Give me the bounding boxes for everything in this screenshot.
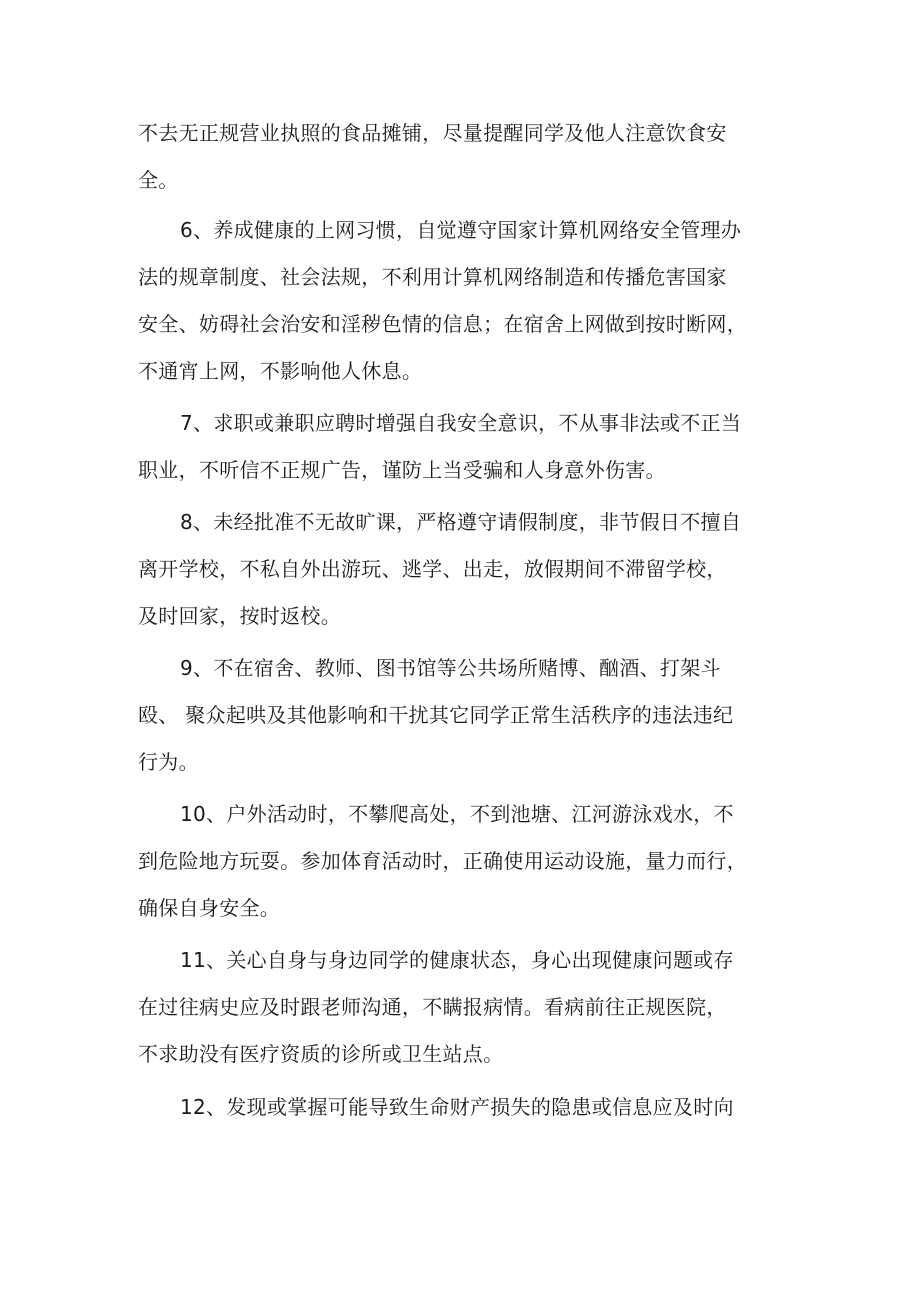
text-line: 及时回家，按时返校。 — [138, 604, 341, 628]
text-line: 不求助没有医疗资质的诊所或卫生站点。 — [138, 1042, 504, 1066]
text-line: 殴、 聚众起哄及其他影响和干扰其它同学正常生活秩序的违法违纪 — [138, 703, 734, 727]
text-line: 9、不在宿舍、教师、图书馆等公共场所赌博、酗酒、打架斗 — [180, 656, 721, 680]
text-line: 在过往病史应及时跟老师沟通，不瞒报病情。看病前往正规医院， — [138, 995, 727, 1019]
text-line: 11、关心自身与身边同学的健康状态，身心出现健康问题或存 — [180, 948, 734, 972]
text-line: 行为。 — [138, 750, 199, 774]
text-line: 不通宵上网，不影响他人休息。 — [138, 359, 423, 383]
text-line: 10、户外活动时，不攀爬高处，不到池塘、江河游泳戏水，不 — [180, 802, 734, 826]
text-line: 职业，不听信不正规广告，谨防上当受骗和人身意外伤害。 — [138, 458, 666, 482]
text-line: 8、未经批准不无故旷课，严格遵守请假制度，非节假日不擅自 — [180, 510, 742, 534]
text-line: 6、养成健康的上网习惯，自觉遵守国家计算机网络安全管理办 — [180, 218, 742, 242]
text-line: 法的规章制度、社会法规，不利用计算机网络制造和传播危害国家 — [138, 265, 727, 289]
text-line: 确保自身安全。 — [138, 896, 281, 920]
text-line: 离开学校，不私自外出游玩、逃学、出走，放假期间不滞留学校， — [138, 557, 727, 581]
text-line: 12、发现或掌握可能导致生命财产损失的隐患或信息应及时向 — [180, 1095, 734, 1119]
text-line: 不去无正规营业执照的食品摊铺，尽量提醒同学及他人注意饮食安 — [138, 121, 727, 145]
text-line: 全。 — [138, 168, 179, 192]
text-line: 7、求职或兼职应聘时增强自我安全意识，不从事非法或不正当 — [180, 411, 742, 435]
text-line: 到危险地方玩耍。参加体育活动时，正确使用运动设施，量力而行， — [138, 849, 747, 873]
text-line: 安全、妨碍社会治安和淫秽色情的信息；在宿舍上网做到按时断网， — [138, 312, 747, 336]
